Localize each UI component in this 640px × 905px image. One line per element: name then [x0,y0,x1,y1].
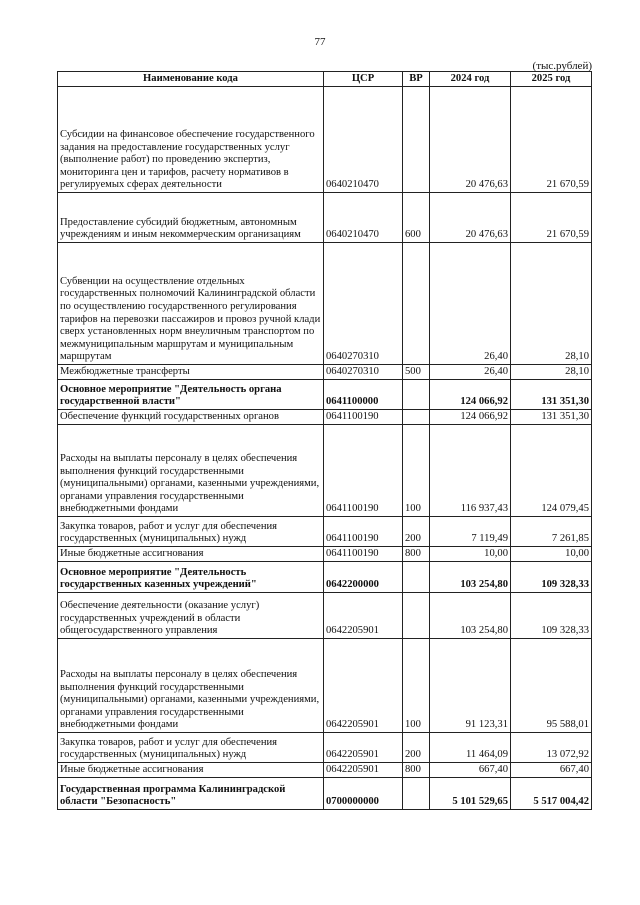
row-csr: 0700000000 [324,778,403,810]
header-name: Наименование кода [58,72,324,87]
row-name: Иные бюджетные ассигнования [58,547,324,562]
row-vr [403,593,430,639]
table-row [58,763,592,778]
table-row [58,778,592,810]
row-csr: 0641100190 [324,425,403,517]
table-row [58,593,592,639]
row-vr [403,243,430,365]
row-vr: 100 [403,425,430,517]
row-2024: 26,40 [430,243,511,365]
row-name: Закупка товаров, работ и услуг для обеспечения государственных (муниципальных) нужд [58,517,324,547]
row-2024: 103 254,80 [430,593,511,639]
row-2025: 5 517 004,42 [511,778,592,810]
row-2024: 91 123,31 [430,639,511,733]
row-2025: 131 351,30 [511,380,592,410]
row-csr: 0641100190 [324,410,403,425]
row-vr: 500 [403,365,430,380]
table-row [58,243,592,365]
row-2024: 116 937,43 [430,425,511,517]
row-2025: 28,10 [511,243,592,365]
row-2025: 109 328,33 [511,593,592,639]
row-2025: 10,00 [511,547,592,562]
row-2025: 28,10 [511,365,592,380]
table-row [58,365,592,380]
row-2025: 21 670,59 [511,193,592,243]
table-row [58,547,592,562]
row-csr: 0642205901 [324,639,403,733]
header-2024: 2024 год [430,72,511,87]
row-2025: 21 670,59 [511,87,592,193]
row-name: Обеспечение деятельности (оказание услуг) государственных учреждений в области общегосударственного управления [58,593,324,639]
row-2024: 5 101 529,65 [430,778,511,810]
row-2024: 26,40 [430,365,511,380]
row-name: Межбюджетные трансферты [58,365,324,380]
row-csr: 0641100190 [324,547,403,562]
table-row [58,410,592,425]
row-2025: 131 351,30 [511,410,592,425]
row-name: Закупка товаров, работ и услуг для обеспечения государственных (муниципальных) нужд [58,733,324,763]
row-csr: 0642200000 [324,562,403,593]
table-row [58,380,592,410]
row-csr: 0642205901 [324,733,403,763]
row-2024: 124 066,92 [430,410,511,425]
row-vr: 800 [403,763,430,778]
row-vr [403,410,430,425]
row-2024: 7 119,49 [430,517,511,547]
row-name: Субсидии на финансовое обеспечение государственного задания на предоставление государственных услуг (выполнение работ) по проведению экспертиз, мониторинга цен и тарифов, расчету нормативов в регулируемых сферах деятельности [58,87,324,193]
table-header-row [58,72,592,87]
table-row [58,87,592,193]
row-name: Иные бюджетные ассигнования [58,763,324,778]
row-name: Расходы на выплаты персоналу в целях обеспечения выполнения функций государственными (муниципальными) органами, казенными учреждениями, органами управления государственными внебюджетными фондами [58,425,324,517]
row-2025: 95 588,01 [511,639,592,733]
row-2024: 667,40 [430,763,511,778]
row-2025: 667,40 [511,763,592,778]
header-2025: 2025 год [511,72,592,87]
page-number: 77 [314,36,326,48]
row-2025: 13 072,92 [511,733,592,763]
row-2025: 7 261,85 [511,517,592,547]
row-vr [403,562,430,593]
row-name: Расходы на выплаты персоналу в целях обеспечения выполнения функций государственными (муниципальными) органами, казенными учреждениями, органами управления государственными внебюджетными фондами [58,639,324,733]
row-vr [403,380,430,410]
row-vr [403,87,430,193]
header-vr: ВР [403,72,430,87]
table-row [58,193,592,243]
row-vr: 100 [403,639,430,733]
row-csr: 0641100190 [324,517,403,547]
header-csr: ЦСР [324,72,403,87]
row-name: Государственная программа Калининградской области "Безопасность" [58,778,324,810]
table-row [58,425,592,517]
row-csr: 0642205901 [324,593,403,639]
row-csr: 0640210470 [324,193,403,243]
row-vr [403,778,430,810]
table-row [58,733,592,763]
row-2024: 10,00 [430,547,511,562]
table-row [58,639,592,733]
row-vr: 800 [403,547,430,562]
row-name: Субвенции на осуществление отдельных государственных полномочий Калининградской области по осуществлению государственного регулирования тарифов на перевозки пассажиров и провоз ручной клади сверх установленных норм внеуличным транспортом по межмуниципальным маршрутам и муниципальным маршрутам [58,243,324,365]
row-2025: 124 079,45 [511,425,592,517]
budget-table [57,71,592,810]
row-csr: 0640270310 [324,243,403,365]
row-2024: 11 464,09 [430,733,511,763]
row-csr: 0642205901 [324,763,403,778]
row-vr: 200 [403,517,430,547]
row-name: Основное мероприятие "Деятельность государственных казенных учреждений" [58,562,324,593]
table-row [58,562,592,593]
row-2024: 124 066,92 [430,380,511,410]
table-row [58,517,592,547]
row-name: Основное мероприятие "Деятельность органа государственной власти" [58,380,324,410]
row-vr: 200 [403,733,430,763]
row-2024: 20 476,63 [430,87,511,193]
row-name: Предоставление субсидий бюджетным, автономным учреждениям и иным некоммерческим организациям [58,193,324,243]
row-2025: 109 328,33 [511,562,592,593]
row-name: Обеспечение функций государственных органов [58,410,324,425]
row-vr: 600 [403,193,430,243]
units-label: (тыс.рублей) [532,60,592,72]
row-2024: 103 254,80 [430,562,511,593]
row-csr: 0640270310 [324,365,403,380]
row-csr: 0641100000 [324,380,403,410]
row-csr: 0640210470 [324,87,403,193]
row-2024: 20 476,63 [430,193,511,243]
